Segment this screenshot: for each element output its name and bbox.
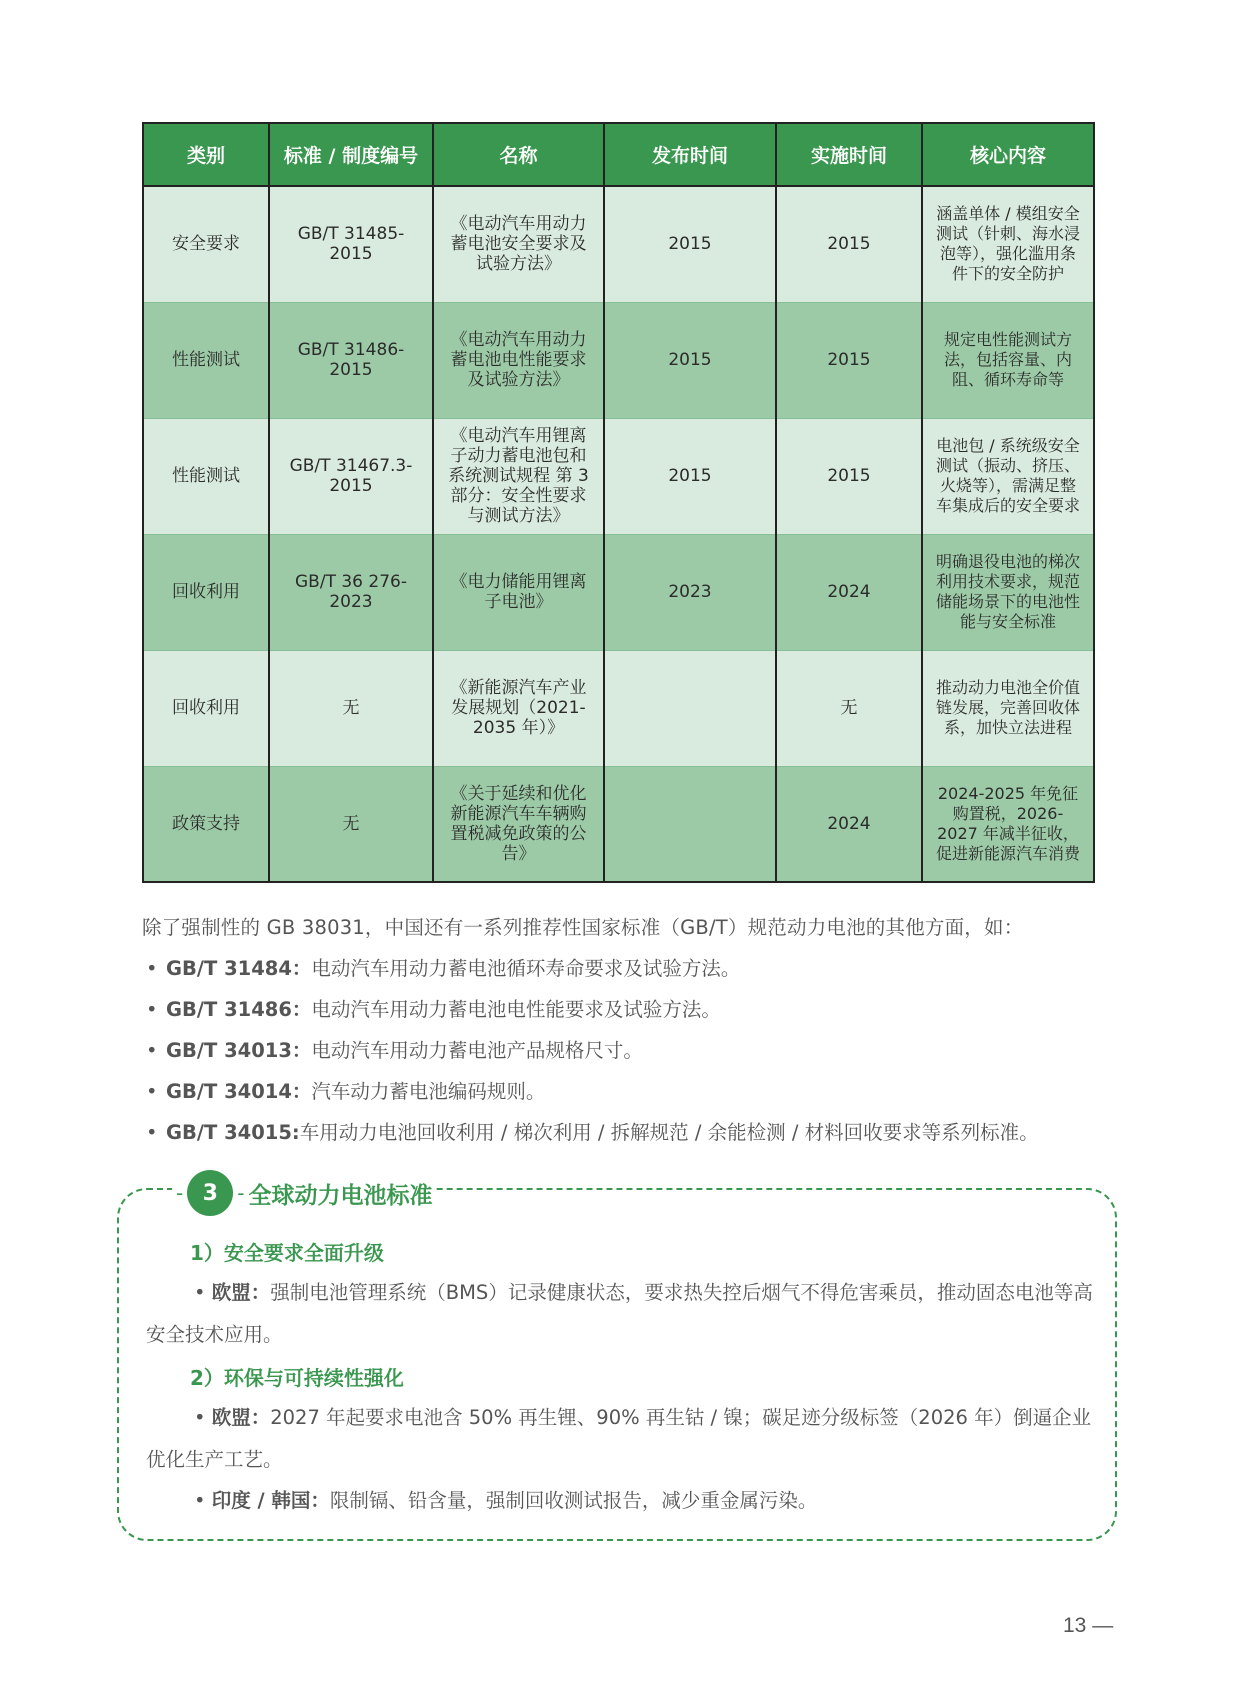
standard-code: GB/T 34015:: [166, 1121, 300, 1144]
bullet-icon: •: [146, 957, 158, 980]
cell-published: 2015: [604, 186, 776, 302]
cell-category: 政策支持: [143, 766, 269, 882]
table-row: [143, 302, 1094, 418]
standards-bullet-list: [146, 953, 1039, 1158]
bullet-icon: •: [146, 1039, 158, 1062]
cell-effective: 2015: [776, 418, 922, 534]
cell-name: 《新能源汽车产业发展规划（2021-2035 年）》: [433, 650, 604, 766]
col-header-name: 名称: [433, 123, 604, 186]
table-header-row: [143, 123, 1094, 186]
cell-category: 性能测试: [143, 418, 269, 534]
cell-name: 《关于延续和优化新能源汽车车辆购置税减免政策的公告》: [433, 766, 604, 882]
table-row: [143, 534, 1094, 650]
col-header-code: 标准 / 制度编号: [269, 123, 433, 186]
region-label: 欧盟：: [211, 1406, 271, 1429]
section-heading: [172, 1168, 436, 1218]
list-item: [146, 1076, 1039, 1117]
india-korea-paragraph: [146, 1480, 1096, 1522]
bullet-icon: •: [146, 1080, 158, 1103]
cell-effective: 2024: [776, 766, 922, 882]
cell-name: 《电动汽车用锂离子动力蓄电池包和系统测试规程 第 3 部分：安全性要求与测试方法》: [433, 418, 604, 534]
cell-category: 性能测试: [143, 302, 269, 418]
cell-published: [604, 766, 776, 882]
bullet-icon: •: [146, 998, 158, 1021]
table-row: [143, 766, 1094, 882]
bullet-icon: •: [194, 1489, 206, 1512]
heading-dash: -: [237, 1181, 245, 1205]
region-label: 欧盟：: [211, 1281, 271, 1304]
cell-published: [604, 650, 776, 766]
cell-effective: 无: [776, 650, 922, 766]
region-label: 印度 / 韩国：: [211, 1489, 330, 1512]
item-text: 2027 年起要求电池含 50% 再生锂、90% 再生钴 / 镍；碳足迹分级标签（2026 年）倒逼企业优化生产工艺。: [146, 1406, 1092, 1471]
cell-name: 《电动汽车用动力蓄电池电性能要求及试验方法》: [433, 302, 604, 418]
cell-code: GB/T 36 276-2023: [269, 534, 433, 650]
bullet-icon: •: [194, 1406, 206, 1429]
eu-safety-paragraph: [146, 1272, 1096, 1356]
cell-core: 推动动力电池全价值链发展，完善回收体系，加快立法进程: [922, 650, 1094, 766]
cell-core: 电池包 / 系统级安全测试（振动、挤压、火烧等），需满足整车集成后的安全要求: [922, 418, 1094, 534]
cell-category: 安全要求: [143, 186, 269, 302]
cell-category: 回收利用: [143, 534, 269, 650]
cell-name: 《电动汽车用动力蓄电池安全要求及试验方法》: [433, 186, 604, 302]
standard-desc: 车用动力电池回收利用 / 梯次利用 / 拆解规范 / 余能检测 / 材料回收要求等系列标准。: [299, 1121, 1039, 1144]
col-header-core: 核心内容: [922, 123, 1094, 186]
standard-desc: 电动汽车用动力蓄电池产品规格尺寸。: [311, 1039, 643, 1062]
table-row: [143, 418, 1094, 534]
table-row: [143, 650, 1094, 766]
cell-category: 回收利用: [143, 650, 269, 766]
section-number-badge: 3: [187, 1170, 233, 1216]
list-item: [146, 953, 1039, 994]
col-header-effective: 实施时间: [776, 123, 922, 186]
standard-code: GB/T 34014：: [166, 1080, 312, 1103]
item-text: 强制电池管理系统（BMS）记录健康状态，要求热失控后烟气不得危害乘员，推动固态电池等高安全技术应用。: [146, 1281, 1093, 1346]
standard-desc: 电动汽车用动力蓄电池循环寿命要求及试验方法。: [311, 957, 741, 980]
bullet-icon: •: [146, 1121, 158, 1144]
cell-code: 无: [269, 766, 433, 882]
cell-published: 2023: [604, 534, 776, 650]
section-title: 全球动力电池标准: [248, 1182, 433, 1209]
intro-paragraph: 除了强制性的 GB 38031，中国还有一系列推荐性国家标准（GB/T）规范动力电池的其他方面，如：: [142, 916, 1024, 939]
cell-code: GB/T 31486-2015: [269, 302, 433, 418]
cell-code: GB/T 31485-2015: [269, 186, 433, 302]
cell-effective: 2015: [776, 186, 922, 302]
cell-name: 《电力储能用锂离子电池》: [433, 534, 604, 650]
cell-published: 2015: [604, 302, 776, 418]
list-item: [146, 1035, 1039, 1076]
bullet-icon: •: [194, 1281, 206, 1304]
cell-core: 明确退役电池的梯次利用技术要求，规范储能场景下的电池性能与安全标准: [922, 534, 1094, 650]
heading-dash: -: [176, 1181, 184, 1205]
standards-table: [142, 122, 1095, 883]
standard-code: GB/T 31486：: [166, 998, 312, 1021]
table-row: [143, 186, 1094, 302]
cell-code: 无: [269, 650, 433, 766]
cell-core: 涵盖单体 / 模组安全测试（针刺、海水浸泡等），强化滥用条件下的安全防护: [922, 186, 1094, 302]
standard-desc: 汽车动力蓄电池编码规则。: [311, 1080, 546, 1103]
subheading-sustainability: 2）环保与可持续性强化: [190, 1366, 404, 1390]
eu-recycling-paragraph: [146, 1397, 1096, 1481]
cell-core: 2024-2025 年免征购置税，2026-2027 年减半征收，促进新能源汽车消费: [922, 766, 1094, 882]
cell-effective: 2015: [776, 302, 922, 418]
item-text: 限制镉、铅含量，强制回收测试报告，减少重金属污染。: [329, 1489, 818, 1512]
col-header-published: 发布时间: [604, 123, 776, 186]
cell-published: 2015: [604, 418, 776, 534]
page-number: 13 —: [1063, 1614, 1114, 1637]
standard-code: GB/T 31484：: [166, 957, 312, 980]
col-header-category: 类别: [143, 123, 269, 186]
standard-desc: 电动汽车用动力蓄电池电性能要求及试验方法。: [311, 998, 721, 1021]
standard-code: GB/T 34013：: [166, 1039, 312, 1062]
cell-effective: 2024: [776, 534, 922, 650]
list-item: [146, 1117, 1039, 1158]
cell-code: GB/T 31467.3-2015: [269, 418, 433, 534]
cell-core: 规定电性能测试方法，包括容量、内阻、循环寿命等: [922, 302, 1094, 418]
subheading-safety: 1）安全要求全面升级: [190, 1241, 384, 1265]
list-item: [146, 994, 1039, 1035]
